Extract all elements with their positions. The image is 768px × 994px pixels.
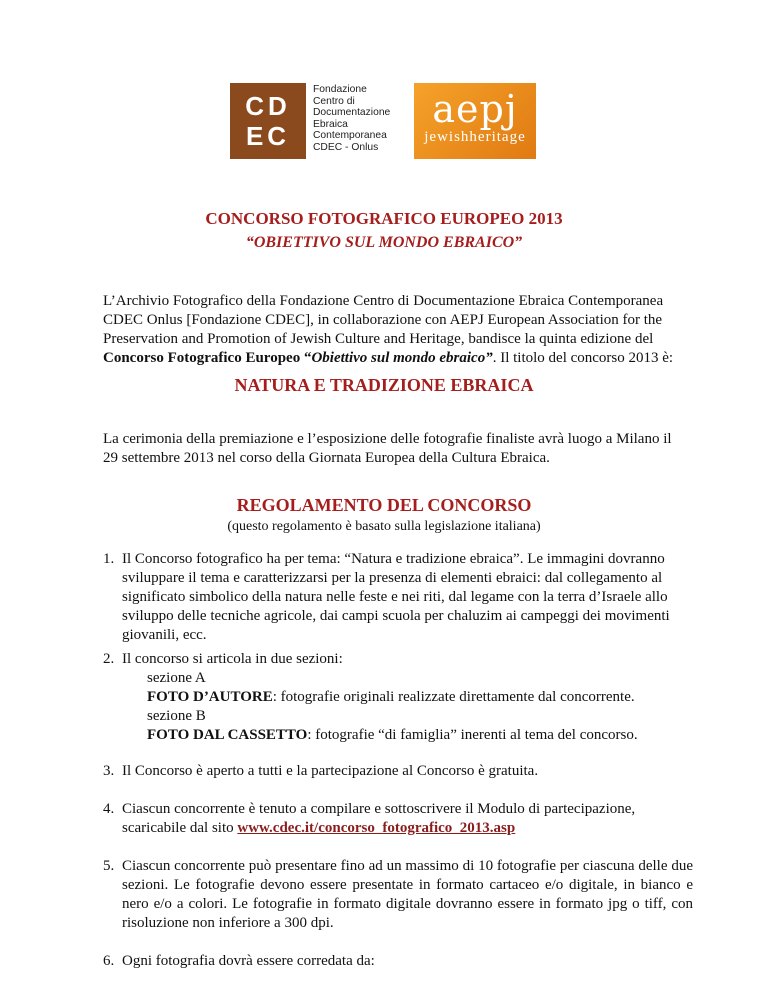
section-b-title: FOTO DAL CASSETTO — [147, 727, 308, 743]
list-item — [103, 550, 693, 645]
list-number: 6. — [103, 953, 115, 969]
cdec-text-line: Ebraica — [313, 118, 348, 130]
aepj-logo — [414, 83, 536, 159]
cdec-logo-text — [313, 84, 408, 154]
cdec-logo-line1: CD — [245, 91, 291, 121]
cdec-logo — [230, 83, 306, 159]
list-body — [122, 650, 693, 745]
theme-heading: NATURA E TRADIZIONE EBRAICA — [234, 375, 534, 395]
list-text: Il Concorso è aperto a tutti e la partecipazione al Concorso è gratuita. — [122, 763, 539, 779]
list-number: 4. — [103, 801, 115, 817]
contest-subtitle: “OBIETTIVO SUL MONDO EBRAICO” — [245, 234, 523, 251]
ceremony-paragraph: La cerimonia della premiazione e l’esposizione delle fotografie finaliste avrà luogo a Milano il 29 settembre 2013 nel corso della Giornata Europea della Cultura Ebraica. — [103, 431, 672, 466]
cdec-text-line: Contemporanea — [313, 130, 387, 142]
cdec-text-line: Documentazione — [313, 107, 391, 119]
cdec-logo-line2: EC — [245, 121, 291, 151]
contest-title: CONCORSO FOTOGRAFICO EUROPEO 2013 — [205, 209, 563, 228]
list-number: 3. — [103, 763, 115, 779]
section-b-label: sezione B — [147, 708, 206, 724]
list-item — [103, 952, 693, 971]
section-a-desc — [147, 688, 693, 707]
list-text: Ciascun concorrente è tenuto a compilare e sottoscrivere il Modulo di partecipazione, scaricabile dal sito — [122, 801, 636, 836]
list-item — [103, 650, 693, 745]
cdec-text-line: Centro di — [313, 95, 355, 107]
list-text: Ciascun concorrente può presentare fino ad un massimo di 10 fotografie per ciascuna delle due sezioni. Le fotografie devono essere presentate in formato cartaceo e/o digitale, in bianco e nero e/o a colori. Le fotografie in formato digitale dovranno essere in formato jpg o tiff, con risoluzione non inferiore a 300 dpi. — [122, 858, 693, 931]
section-a-title: FOTO D’AUTORE — [147, 689, 273, 705]
intro-bold: Concorso Fotografico Europeo “ — [103, 350, 312, 366]
aepj-logo-main: aepj — [432, 87, 518, 131]
cdec-text-line: Fondazione — [313, 84, 367, 95]
list-body — [122, 800, 693, 838]
registration-form-link[interactable]: www.cdec.it/concorso_fotografico_2013.asp — [237, 820, 516, 836]
list-number: 5. — [103, 858, 115, 874]
list-number: 2. — [103, 651, 115, 667]
section-b-text: : fotografie “di famiglia” inerenti al tema del concorso. — [307, 727, 638, 743]
list-item — [103, 857, 693, 933]
cdec-text-line: CDEC - Onlus — [313, 141, 379, 153]
aepj-logo-sub: jewishheritage — [424, 129, 526, 145]
intro-text-end: . Il titolo del concorso 2013 è: — [492, 350, 674, 366]
intro-bold-italic: Obiettivo sul mondo ebraico” — [311, 350, 493, 366]
list-item — [103, 762, 693, 781]
regolamento-heading: REGOLAMENTO DEL CONCORSO — [236, 495, 532, 515]
section-a-text: : fotografie originali realizzate direttamente dal concorrente. — [272, 689, 635, 705]
section-b-desc — [147, 726, 693, 745]
intro-paragraph — [103, 292, 683, 368]
list-text: Ogni fotografia dovrà essere corredata da: — [122, 953, 375, 969]
intro-text: L’Archivio Fotografico della Fondazione Centro di Documentazione Ebraica Contemporanea CDEC Onlus [Fondazione CDEC], in collaborazione con AEPJ European Association for the Preservation and Promotion of Jewish Culture and Heritage, bandisce la quinta edizione del — [103, 293, 664, 347]
section-a-label: sezione A — [147, 670, 206, 686]
list-text: Il concorso si articola in due sezioni: — [122, 651, 343, 667]
list-number: 1. — [103, 551, 115, 567]
list-item — [103, 800, 693, 838]
regolamento-subheading: (questo regolamento è basato sulla legislazione italiana) — [227, 519, 541, 534]
list-text: Il Concorso fotografico ha per tema: “Natura e tradizione ebraica”. Le immagini dovranno sviluppare il tema e caratterizzarsi per la presenza di elementi ebraici: dal collegamento al significato simbolico della natura nelle feste e nei riti, dal legame con la terra d’Israele allo sviluppo delle tecniche agricole, dai campi scuola per chaluzim ai campeggi dei movimenti giovanili, ecc. — [122, 551, 670, 643]
